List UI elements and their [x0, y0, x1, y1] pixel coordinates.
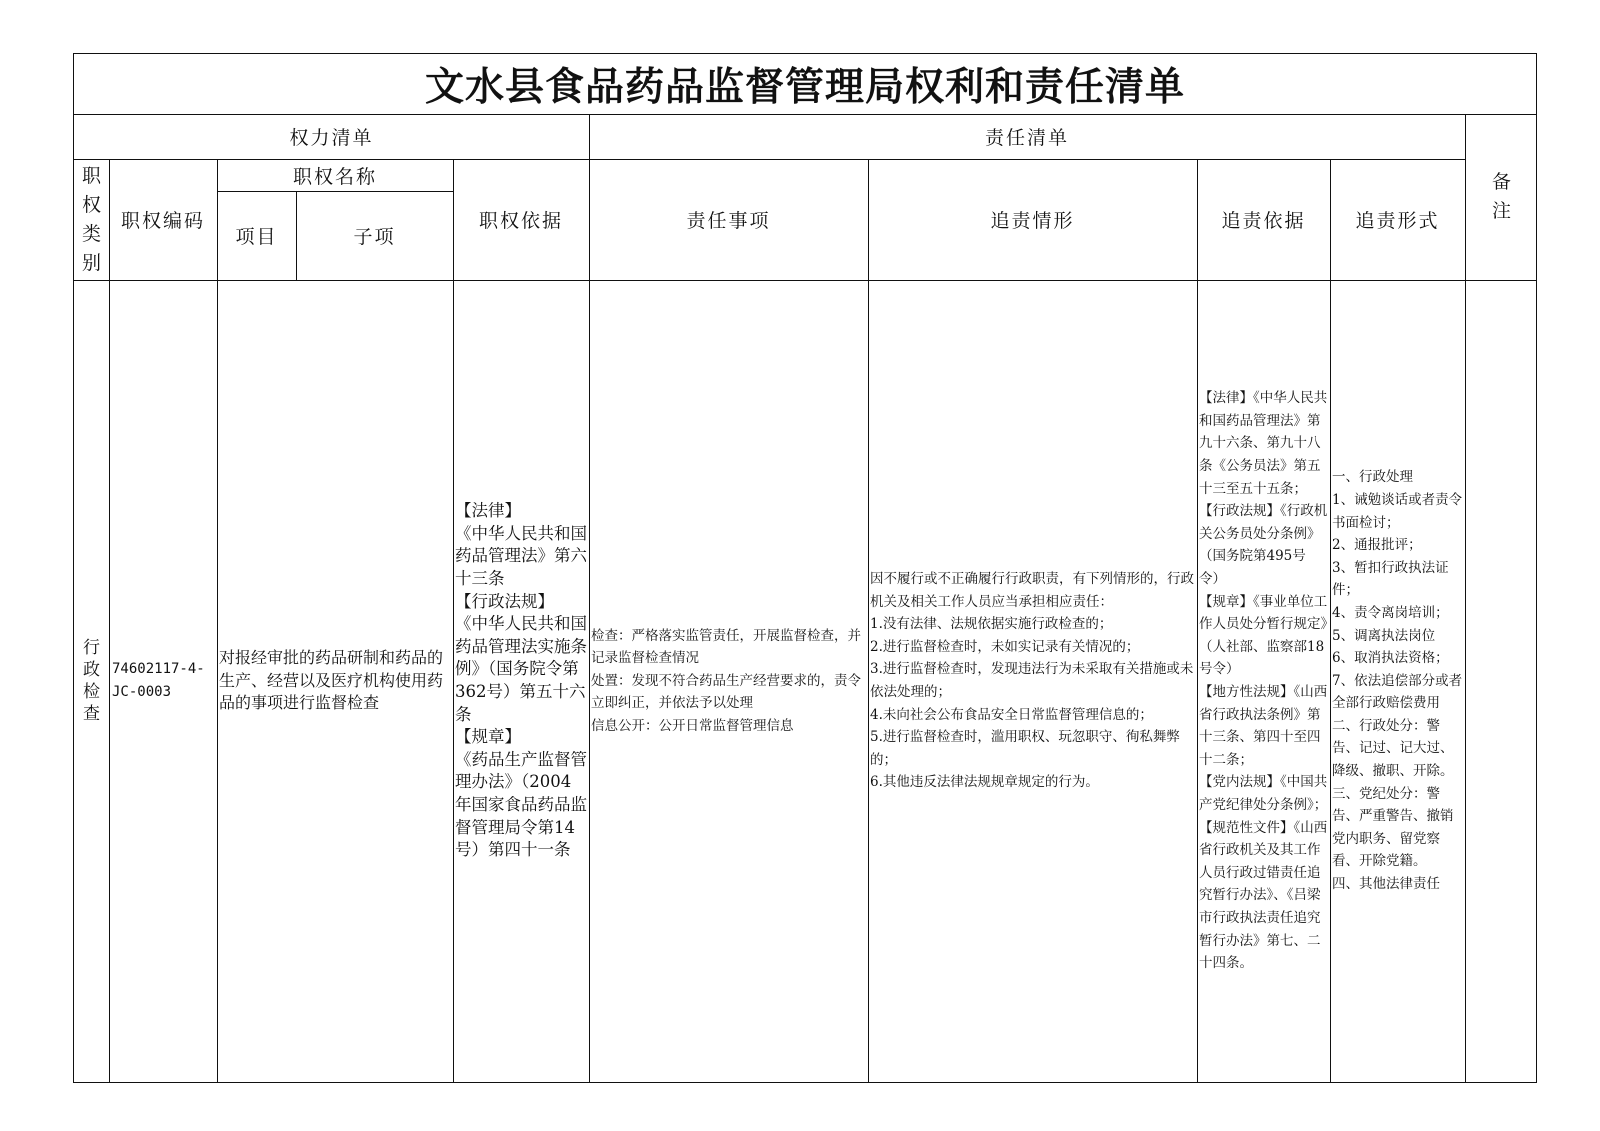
remarks-header: 备注: [1491, 171, 1511, 222]
accountability-form-cell: [1330, 280, 1465, 1082]
accountability-cases-header: 追责情形: [990, 210, 1075, 232]
accountability-form-header: 追责形式: [1355, 210, 1440, 232]
code-header: 职权编码: [120, 210, 205, 232]
item-value: 对报经审批的药品研制和药品的生产、经营以及医疗机构使用药品的事项进行监督检查: [219, 648, 444, 713]
accountability-basis-cell: [1197, 280, 1330, 1082]
basis-header: 职权依据: [478, 210, 563, 232]
duty-header: 责任事项: [686, 210, 771, 232]
power-list-header: 权力清单: [289, 127, 374, 149]
category-value: 行政检查: [83, 638, 100, 724]
accountability-basis-header: 追责依据: [1221, 210, 1306, 232]
item-header: 项目: [235, 226, 278, 248]
page-title: 文水县食品药品监督管理局权利和责任清单: [424, 65, 1185, 110]
basis-cell: [453, 280, 589, 1082]
duty-cell: [589, 280, 868, 1082]
code-value: 74602117-4-JC-0003: [112, 661, 205, 700]
category-header: 职权类别: [81, 164, 101, 274]
responsibility-table: [73, 53, 1537, 1083]
basis-value: 【法律】 《中华人民共和国药品管理法》第六十三条 【行政法规】 《中华人民共和国药品管理法实施条例》（国务院令第362号）第五十六条 【规章】 《药品生产监督管理办法》（2004年国家食品药品监督管理局令第14号）第四十一条: [455, 501, 587, 860]
category-cell: [74, 280, 109, 1082]
accountability-basis-value: 【法律】《中华人民共和国药品管理法》第九十六条、第九十八条《公务员法》第五十三至五十五条； 【行政法规】《行政机关公务员处分条例》（国务院第495号令） 【规章】《事业单位工作人员处分暂行规定》（人社部、监察部18号令） 【地方性法规】《山西省行政执法条例》第十三条、第四十至四十二条； 【党内法规】《中国共产党纪律处分条例》； 【规范性文件】《山西省行政机关及其工作人员行政过错责任追究暂行办法》、《吕梁市行政执法责任追究暂行办法》第七、二十四条。: [1199, 390, 1328, 972]
remarks-header-cell: [1465, 114, 1538, 280]
code-cell: [109, 280, 217, 1082]
accountability-form-value: 一、行政处理 1、诫勉谈话或者责令书面检讨； 2、通报批评； 3、暂扣行政执法证件； 4、责令离岗培训； 5、调离执法岗位 6、取消执法资格； 7、依法追偿部分或者全部行政赔偿费用 二、行政处分：警告、记过、记大过、降级、撤职、开除。 三、党纪处分：警告、严重警告、撤销党内职务、留党察看、开除党籍。 四、其他法律责任: [1332, 469, 1463, 893]
category-header-cell: [74, 159, 109, 280]
item-cell: [217, 280, 453, 1082]
duty-value: 检查：严格落实监管责任，开展监督检查，并记录监督检查情况 处置：发现不符合药品生产经营要求的，责令立即纠正，并依法予以处理 信息公开：公开日常监督管理信息: [591, 627, 861, 734]
accountability-cases-value: 因不履行或不正确履行行政职责，有下列情形的，行政机关及相关工作人员应当承担相应责任： 1.没有法律、法规依据实施行政检查的； 2.进行监督检查时，未如实记录有关情况的； 3.进行监督检查时，发现违法行为未采取有关措施或未依法处理的； 4.未向社会公布食品安全日常监督管理信息的； 5.进行监督检查时，滥用职权、玩忽职守、徇私舞弊的； 6.其他违反法律法规规章规定的行为。: [870, 571, 1194, 791]
accountability-cases-cell: [868, 280, 1197, 1082]
responsibility-list-header: 责任清单: [984, 127, 1069, 149]
remarks-cell: [1465, 280, 1538, 1082]
subitem-header: 子项: [353, 226, 396, 248]
name-header: 职权名称: [292, 165, 377, 188]
